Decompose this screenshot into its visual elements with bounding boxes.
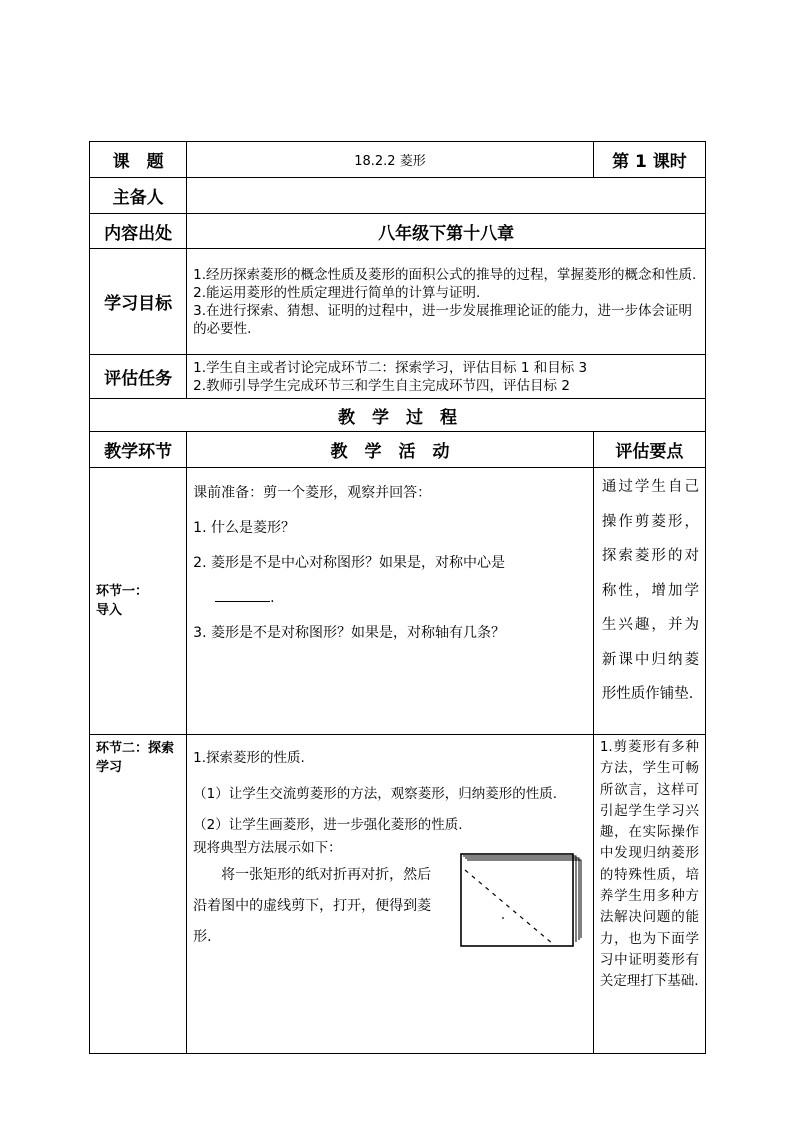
stage2-paragraph: 1.探索菱形的性质.: [193, 750, 305, 766]
stage2-points: 1.剪菱形有多种方法，学生可畅所欲言，这样可引起学生学习兴趣，在实际操作中发现归纳菱形的特殊性质，培养学生用多种方法解决问题的能力，也为下面学习中证明菱形有关定理打下基础.: [593, 735, 705, 1054]
paper-dot: [502, 917, 504, 919]
paper-outer: [461, 854, 573, 946]
lesson-number: 第 1 课时: [593, 142, 705, 178]
stage1-question: 2. 菱形是不是中心对称图形？如果是，对称中心是: [193, 555, 505, 571]
assessment-list: [187, 355, 706, 399]
process-title-row: [90, 399, 706, 432]
assessment-item: 2.教师引导学生完成环节三和学生自主完成环节四，评估目标 2: [193, 377, 570, 394]
objective-item: 2.能运用菱形的性质定理进行简单的计算与证明.: [193, 284, 481, 301]
assessment-item: 1.学生自主或者讨论完成环节二：探索学习，评估目标 1 和目标 3: [193, 359, 588, 376]
source-value: 八年级下第十八章: [187, 214, 706, 249]
answer-blank-period: .: [270, 590, 275, 606]
topic-value: 18.2.2 菱形: [187, 142, 594, 178]
assessment-row: [90, 355, 706, 399]
stage2-row: [90, 735, 706, 1054]
stage2-activity: [187, 735, 594, 1054]
fold-instructions-text: 将一张矩形的纸对折再对折，然后沿着图中的虚线剪下，打开，便得到菱形.: [193, 867, 432, 945]
assessment-label: 评估任务: [90, 355, 187, 399]
source-row: [90, 214, 706, 249]
stage1-label-line2: 导入: [96, 603, 123, 618]
stage1-question: 3. 菱形是不是对称图形？如果是，对称轴有几条？: [193, 625, 505, 641]
stage2-paragraph: （2）让学生画菱形，进一步强化菱形的性质.: [193, 817, 463, 833]
stage1-points: 通过学生自己操作剪菱形，探索菱形的对称性，增加学生兴趣，并为新课中归纳菱形性质作铺垫.: [593, 468, 705, 735]
preparer-label: 主备人: [90, 178, 187, 214]
stage2-paragraph: 现将典型方法展示如下：: [193, 840, 342, 856]
fold-figure-block: [193, 860, 587, 980]
folded-paper-figure: [455, 848, 583, 952]
stage1-intro: 课前准备：剪一个菱形，观察并回答：: [193, 485, 432, 501]
objectives-label: 学习目标: [90, 249, 187, 355]
preparer-value: [187, 178, 706, 214]
lesson-plan-table: [89, 141, 706, 1054]
stage1-label: [90, 468, 187, 735]
stage1-activity: [187, 468, 594, 735]
column-header-row: [90, 432, 706, 468]
col-stage-header: 教学环节: [90, 432, 187, 468]
stage1-row: [90, 468, 706, 735]
preparer-row: [90, 178, 706, 214]
source-label: 内容出处: [90, 214, 187, 249]
process-title: 教 学 过 程: [90, 399, 706, 432]
objective-item: 3.在进行探索、猜想、证明的过程中，进一步发展推理论证的能力，进一步体会证明的必要性.: [193, 302, 693, 337]
answer-blank: [215, 587, 270, 602]
topic-row: [90, 142, 706, 178]
col-activity-header: 教 学 活 动: [187, 432, 594, 468]
col-points-header: 评估要点: [593, 432, 705, 468]
objectives-list: [187, 249, 706, 355]
stage1-question: 1. 什么是菱形？: [193, 520, 295, 536]
objective-item: 1.经历探索菱形的概念性质及菱形的面积公式的推导的过程，掌握菱形的概念和性质.: [193, 266, 697, 283]
fold-instructions: [193, 860, 443, 953]
stage2-paragraph: （1）让学生交流剪菱形的方法，观察菱形，归纳菱形的性质.: [193, 786, 558, 802]
stage1-label-line1: 环节一：: [96, 584, 149, 599]
stage1-answer-line: [193, 581, 587, 616]
objectives-row: [90, 249, 706, 355]
stage2-label: 环节二：探索学习: [90, 735, 187, 1054]
topic-label: 课 题: [90, 142, 187, 178]
